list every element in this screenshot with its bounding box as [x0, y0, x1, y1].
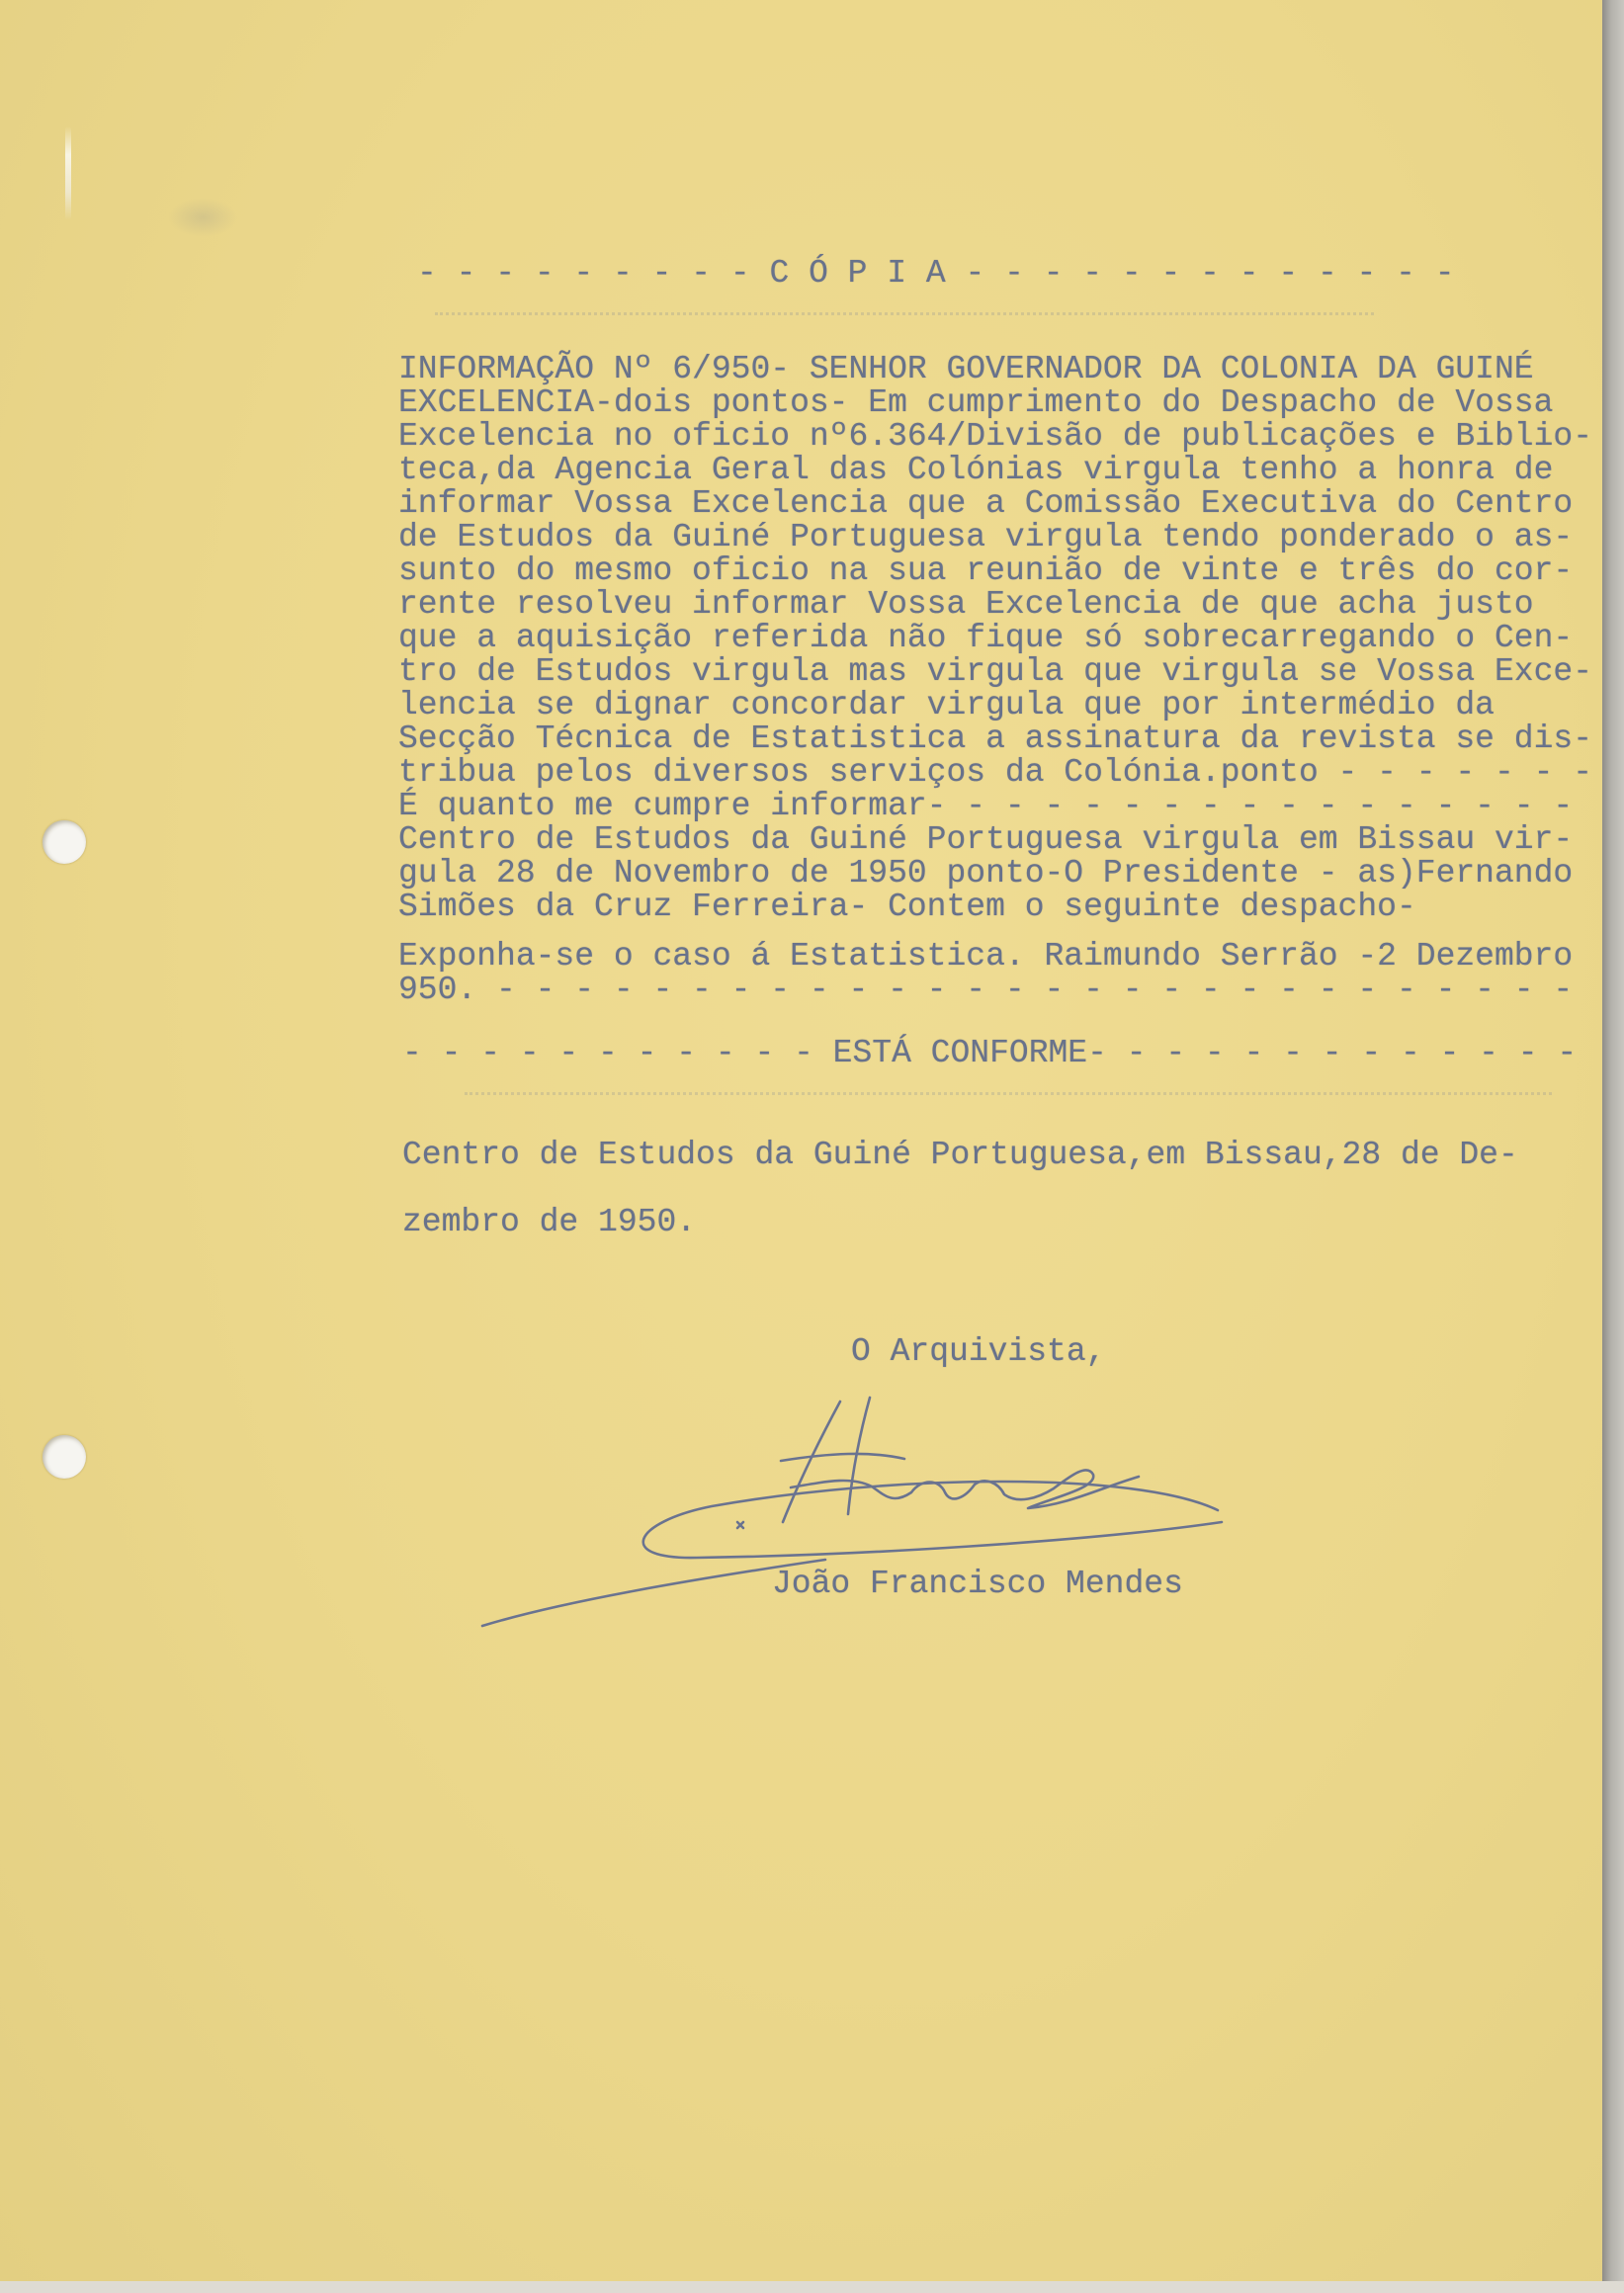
body-line: teca,da Agencia Geral das Colónias virgula tenho a honra de — [398, 452, 1554, 488]
body-line: É quanto me cumpre informar- - - - - - - - - - - - - - - - - — [398, 788, 1574, 824]
body-text — [398, 353, 1592, 924]
scan-bottom-edge — [0, 2281, 1624, 2293]
conforme-text: - - - - - - - - - - - ESTÁ CONFORME- - - - - - - - - - - - - — [402, 1035, 1578, 1071]
copy-header-text: - - - - - - - - - C Ó P I A - - - - - - - - - - - - - — [417, 255, 1455, 292]
signer-name — [772, 1568, 1183, 1601]
paper-smudge — [168, 198, 237, 237]
faint-dots-bottom — [465, 1092, 1552, 1095]
staple-mark — [65, 127, 71, 220]
body-line: Excelencia no oficio nº6.364/Divisão de publicações e Biblio- — [398, 418, 1592, 455]
signer-title-text: O Arquivista, — [851, 1333, 1106, 1370]
despacho-line: Exponha-se o caso á Estatistica. Raimundo Serrão -2 Dezembro — [398, 938, 1574, 975]
faint-dots-top — [435, 312, 1374, 315]
body-line: rente resolveu informar Vossa Excelencia de que acha justo — [398, 586, 1534, 623]
body-line: Secção Técnica de Estatistica a assinatura da revista se dis- — [398, 721, 1592, 757]
body-line: INFORMAÇÃO Nº 6/950- SENHOR GOVERNADOR DA COLONIA DA GUINÉ — [398, 351, 1534, 387]
body-line: gula 28 de Novembro de 1950 ponto-O Presidente - as)Fernando — [398, 855, 1574, 892]
punch-hole-top — [43, 820, 86, 864]
body-line: informar Vossa Excelencia que a Comissão Executiva do Centro — [398, 485, 1574, 522]
scan-right-edge — [1602, 0, 1624, 2281]
despacho-line: 950. - - - - - - - - - - - - - - - - - - - - - - - - - - - - — [398, 972, 1574, 1008]
copy-header — [417, 257, 1455, 291]
body-line: EXCELENCIA-dois pontos- Em cumprimento do Despacho de Vossa — [398, 384, 1554, 421]
place-date-line: Centro de Estudos da Guiné Portuguesa,em Bissau,28 de De- — [402, 1137, 1518, 1173]
place-date-line: zembro de 1950. — [402, 1204, 697, 1240]
signer-title — [851, 1335, 1105, 1369]
conforme-line — [402, 1037, 1577, 1070]
body-line: tribua pelos diversos serviços da Colónia.ponto - - - - - - - — [398, 754, 1592, 791]
body-line: Centro de Estudos da Guiné Portuguesa virgula em Bissau vir- — [398, 821, 1574, 858]
body-line: tro de Estudos virgula mas virgula que virgula se Vossa Exce- — [398, 653, 1592, 690]
despacho-text — [398, 940, 1573, 1007]
body-line: Simões da Cruz Ferreira- Contem o seguinte despacho- — [398, 889, 1416, 925]
handwritten-signature — [465, 1384, 1255, 1651]
signer-name-text: João Francisco Mendes — [772, 1566, 1183, 1602]
body-line: de Estudos da Guiné Portuguesa virgula tendo ponderado o as- — [398, 519, 1574, 555]
body-line: lencia se dignar concordar virgula que por intermédio da — [398, 687, 1495, 723]
body-line: que a aquisição referida não fique só sobrecarregando o Cen- — [398, 620, 1574, 656]
place-date — [402, 1139, 1518, 1239]
body-line: sunto do mesmo oficio na sua reunião de vinte e três do cor- — [398, 552, 1574, 589]
punch-hole-bottom — [43, 1435, 86, 1479]
